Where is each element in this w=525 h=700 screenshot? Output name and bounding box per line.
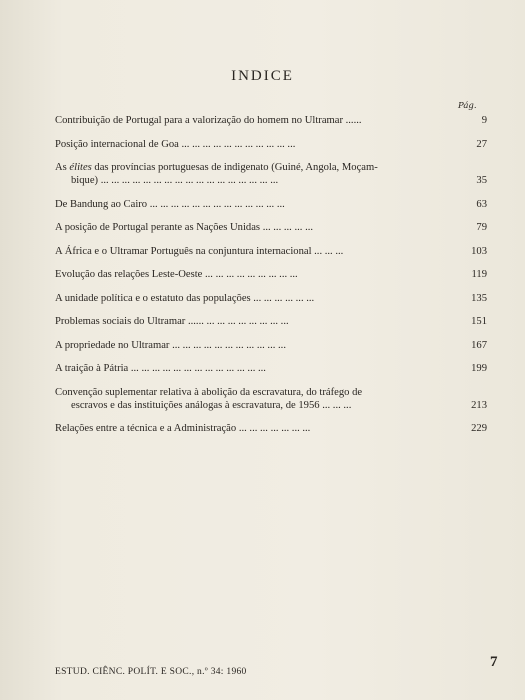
toc-entry-title: Contribuição de Portugal para a valorização do homem no Ultramar ...... bbox=[55, 115, 362, 126]
toc-entry-page: 135 bbox=[471, 292, 487, 304]
toc-entry-title-part: Convenção suplementar relativa à abolição da escravatura, do tráfego de bbox=[55, 386, 363, 398]
toc-entry-title: A propriedade no Ultramar ... ... ... ... ... ... ... ... ... ... ... bbox=[55, 339, 286, 351]
toc-entry-page: 119 bbox=[471, 269, 487, 280]
toc-entry-title-part: das províncias portuguesas de indigenato (Guiné, Angola, Moçam- bbox=[91, 162, 378, 173]
toc-entry-title: Evolução das relações Leste-Oeste ... ... ... ... ... ... ... ... ... bbox=[55, 269, 298, 280]
toc-entry-page: 35 bbox=[476, 175, 487, 186]
toc-entry-page: 199 bbox=[471, 363, 487, 374]
toc-entry bbox=[55, 292, 487, 305]
toc-entry-title: A traição à Pátria ... ... ... ... ... ... ... ... ... ... ... ... ... bbox=[55, 363, 266, 374]
toc-entry bbox=[55, 422, 487, 435]
toc-entry-title: Posição internacional de Goa ... ... ... ... ... ... ... ... ... ... ... bbox=[55, 138, 296, 150]
toc-entry-title-part: As bbox=[55, 162, 70, 173]
toc-entry-title: A unidade política e o estatuto das populações ... ... ... ... ... ... bbox=[55, 292, 315, 304]
toc-entry bbox=[55, 161, 487, 187]
toc-entry-page: 167 bbox=[471, 339, 487, 351]
toc-entry-page: 103 bbox=[471, 245, 487, 257]
toc-entry-page: 213 bbox=[471, 399, 487, 411]
toc-entry-page: 63 bbox=[476, 198, 487, 210]
toc-entry-page: 27 bbox=[476, 138, 487, 150]
toc-entry-page: 79 bbox=[476, 222, 487, 233]
toc-entry-page: 9 bbox=[481, 115, 487, 126]
table-of-contents bbox=[55, 114, 487, 446]
toc-entry-title-continuation: bique) ... ... ... ... ... ... ... ... ... ... ... ... ... ... ... ... ... bbox=[71, 175, 279, 186]
toc-entry bbox=[55, 362, 487, 375]
toc-entry-title bbox=[55, 161, 455, 187]
toc-entry-title bbox=[55, 386, 455, 412]
toc-entry bbox=[55, 138, 487, 151]
toc-entry-page: 229 bbox=[471, 423, 487, 434]
toc-entry bbox=[55, 114, 487, 127]
toc-entry-title: A África e o Ultramar Português na conjuntura internacional ... ... ... bbox=[55, 245, 344, 257]
toc-entry bbox=[55, 339, 487, 352]
toc-entry bbox=[55, 198, 487, 211]
toc-entry bbox=[55, 245, 487, 258]
toc-entry-title: De Bandung ao Cairo ... ... ... ... ... ... ... ... ... ... ... ... ... bbox=[55, 198, 285, 210]
journal-footer: ESTUD. CIÊNC. POLÍT. E SOC., n.º 34: 1960 bbox=[55, 667, 247, 677]
toc-entry bbox=[55, 315, 487, 328]
toc-entry bbox=[55, 386, 487, 412]
toc-entry-title: Problemas sociais do Ultramar ...... ... ... ... ... ... ... ... ... bbox=[55, 316, 289, 327]
page-title: INDICE bbox=[231, 68, 294, 84]
toc-entry-title-italic: élites bbox=[69, 162, 92, 173]
toc-entry-title: A posição de Portugal perante as Nações Unidas ... ... ... ... ... bbox=[55, 222, 314, 233]
toc-entry bbox=[55, 221, 487, 234]
page-number: 7 bbox=[490, 654, 498, 670]
toc-entry-title: Relações entre a técnica e a Administração ... ... ... ... ... ... ... bbox=[55, 423, 311, 434]
toc-entry-page: 151 bbox=[471, 316, 487, 327]
page-column-header: Pág. bbox=[458, 101, 477, 111]
toc-entry bbox=[55, 268, 487, 281]
toc-entry-title-continuation: escravos e das instituições análogas à escravatura, de 1956 ... ... ... bbox=[71, 399, 352, 411]
